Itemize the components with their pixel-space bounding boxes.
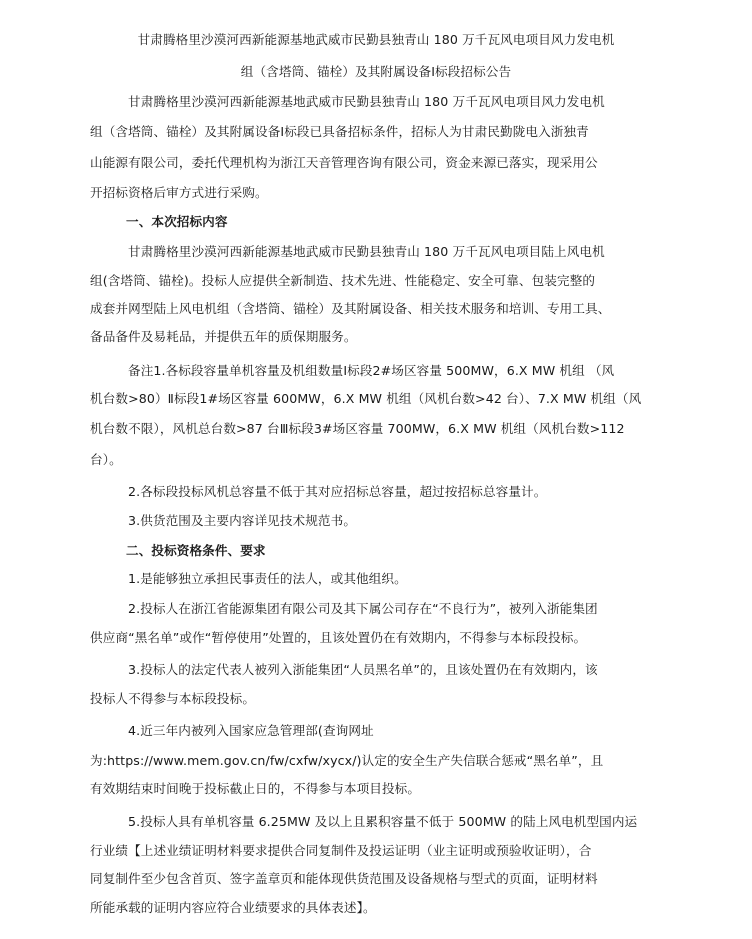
note-1-line: 机台数不限），风机总台数>87 台Ⅲ标段3#场区容量 700MW，6.X MW 机组（风机台数>112 xyxy=(90,421,625,436)
item-3-line: 投标人不得参与本标段投标。 xyxy=(90,691,256,706)
section-1-heading: 一、本次招标内容 xyxy=(126,214,228,229)
section-1-para-line: 甘肃腾格里沙漠河西新能源基地武威市民勤县独青山 180 万千瓦风电项目陆上风电机 xyxy=(128,244,605,259)
section-2-heading: 二、投标资格条件、要求 xyxy=(126,543,266,558)
item-4-line: 4.近三年内被列入国家应急管理部(查询网址 xyxy=(128,723,374,738)
intro-line: 山能源有限公司，委托代理机构为浙江天音管理咨询有限公司，资金来源已落实，现采用公 xyxy=(90,155,598,170)
item-4-line: 有效期结束时间晚于投标截止日的，不得参与本项目投标。 xyxy=(90,781,421,796)
intro-line: 开招标资格后审方式进行采购。 xyxy=(90,185,268,200)
item-3-line: 3.投标人的法定代表人被列入浙能集团“人员黑名单”的，且该处置仍在有效期内，该 xyxy=(128,662,598,677)
item-1: 1.是能够独立承担民事责任的法人，或其他组织。 xyxy=(128,571,407,586)
note-3: 3.供货范围及主要内容详见技术规范书。 xyxy=(128,513,357,528)
item-4-line: 为:https://www.mem.gov.cn/fw/cxfw/xycx/)认定的安全生产失信联合惩戒“黑名单”，且 xyxy=(90,753,604,768)
item-5-line: 同复制件至少包含首页、签字盖章页和能体现供货范围及设备规格与型式的页面，证明材料 xyxy=(90,871,598,886)
title-line-2: 组（含塔筒、锚栓）及其附属设备Ⅰ标段招标公告 xyxy=(240,64,512,79)
item-5-line: 所能承载的证明内容应符合业绩要求的具体表述】。 xyxy=(90,900,376,915)
section-1-para-line: 成套并网型陆上风电机组（含塔筒、锚栓）及其附属设备、相关技术服务和培训、专用工具、 xyxy=(90,301,611,316)
item-2-line: 2.投标人在浙江省能源集团有限公司及其下属公司存在“不良行为”，被列入浙能集团 xyxy=(128,601,598,616)
title-line-1: 甘肃腾格里沙漠河西新能源基地武威市民勤县独青山 180 万千瓦风电项目风力发电机 xyxy=(137,32,615,47)
section-1-para-line: 组(含塔筒、锚栓)。投标人应提供全新制造、技术先进、性能稳定、安全可靠、包装完整的 xyxy=(90,273,596,288)
item-5-line: 5.投标人具有单机容量 6.25MW 及以上且累积容量不低于 500MW 的陆上风电机型国内运 xyxy=(128,814,638,829)
section-1-para-line: 备品备件及易耗品，并提供五年的质保期服务。 xyxy=(90,329,357,344)
note-1-line: 备注1.各标段容量单机容量及机组数量Ⅰ标段2#场区容量 500MW，6.X MW 机组 （风 xyxy=(128,363,615,378)
note-2: 2.各标段投标风机总容量不低于其对应招标总容量，超过按招标总容量计。 xyxy=(128,484,547,499)
intro-line: 甘肃腾格里沙漠河西新能源基地武威市民勤县独青山 180 万千瓦风电项目风力发电机 xyxy=(128,94,605,109)
note-1-line: 台）。 xyxy=(90,452,122,467)
item-5-line: 行业绩【上述业绩证明材料要求提供合同复制件及投运证明（业主证明或预验收证明），合 xyxy=(90,843,592,858)
intro-line: 组（含塔筒、锚栓）及其附属设备Ⅰ标段已具备招标条件，招标人为甘肃民勤陇电入浙独青 xyxy=(90,124,589,139)
note-1-line: 机台数>80）Ⅱ标段1#场区容量 600MW，6.X MW 机组（风机台数>42 台）、7.X MW 机组（风 xyxy=(90,391,642,406)
item-2-line: 供应商“黑名单”或作“暂停使用”处置的，且该处置仍在有效期内，不得参与本标段投标。 xyxy=(90,630,587,645)
